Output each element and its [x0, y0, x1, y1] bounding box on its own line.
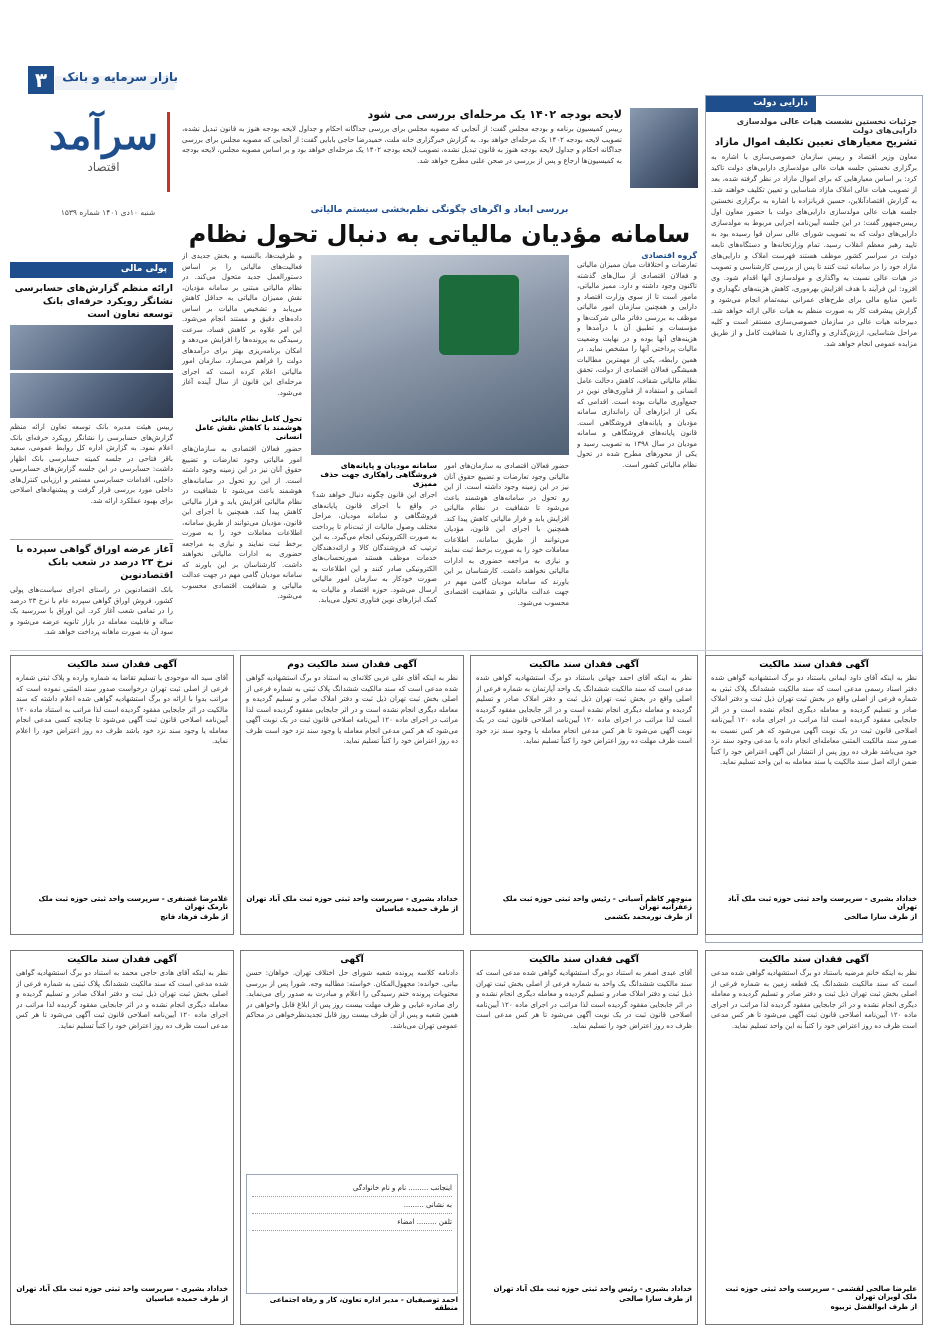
top-article	[182, 108, 622, 198]
main-col-4-text-b: حضور فعالان اقتصادی به سازمان‌های امور مالیاتی وجود تعارضات و تضییع حقوق آنان نیز در این زمینه وجود داشته است. از این رو تحول در سامانه‌های هوشمند باعث می‌شود تا شفافیت در نظام مالیاتی افزایش یابد و فرار مالیاتی کاهش پیدا کند. همچنین با اجرای این قانون، مؤدیان می‌توانند از طریق سامانه، اطلاعات معاملات خود را به صورت برخط ثبت نمایند و نیازی به مراجعه حضوری به ادارات مالیاتی نخواهند داشت. کارشناسان بر این باورند که سامانه مودیان گامی مهم در جهت عدالت مالیاتی و شفافیت اقتصادی محسوب می‌شود.	[182, 445, 302, 600]
logo-sub: اقتصاد	[87, 160, 120, 174]
ad-signature: علیرضا صالحی لقشمی - سرپرست واحد ثبتی حوزه ثبت ملک لویزان تهران	[725, 1285, 917, 1301]
main-col-2	[444, 461, 569, 637]
meeting-photo-1	[10, 325, 173, 370]
ad-body: نظر به اینکه آقای علی عربی کلاته‌ای به استناد دو برگ استشهادیه گواهی شده مدعی است که سند مالکیت ششدانگ پلاک ثبتی به شماره فرعی از اصلی بخش ثبت تهران ذیل ثبت و دفتر املاک صادر و تسلیم گردیده و معامله دیگری انجام نشده است و در اثر جابجایی مفقود گردیده است لذا مراتب در اجرای ماده ۱۲۰ آیین‌نامه اصلاحی قانون ثبت در یک نوبت آگهی می‌شود که هر کس مدعی انجام معامله یا وجود سند نزد خود است ظرف ده روز اعتراض خود را کتباً تسلیم نماید.	[246, 674, 458, 745]
main-kicker: بررسی ابعاد و اگرهای چگونگی نظم‌بخشی سیستم مالیاتی	[310, 205, 569, 215]
left-headline-2: آغاز عرضه اوراق گواهی سپرده با نرخ ۲۳ درصد در شعب بانک اقتصادنوین	[10, 539, 173, 582]
form-line-3: تلفن ......... امضاء	[252, 1214, 452, 1231]
ad-body: نظر به اینکه آقای احمد جهانی باستناد دو برگ استشهادیه گواهی شده مدعی است که سند مالکیت ششدانگ یک واحد آپارتمان به شماره فرعی از اصلی واقع در بخش ثبت تهران ذیل ثبت و دفتر املاک صادر و تسلیم گردیده و معامله دیگری انجام نشده است و در اثر جابجایی مفقود گردیده است لذا مراتب در اجرای ماده ۱۲۰ آیین‌نامه اصلاحی قانون ثبت در یک نوبت آگهی می‌شود تا هر کس مدعی انجام معامله یا وجود سند نزد خود است ظرف مهلت ده روز اعتراض خود را کتباً تسلیم نماید.	[476, 674, 692, 745]
official-portrait-photo	[630, 108, 698, 188]
ad-r1-4	[10, 655, 234, 935]
ad-title: آگهی	[340, 955, 364, 965]
ad-r2-4	[10, 950, 234, 1325]
logo	[40, 112, 170, 192]
right-headline: تشریح معیارهای تعیین تکلیف اموال مازاد	[714, 137, 917, 148]
page-number-badge: ۳	[28, 66, 54, 94]
form-line-1: اینجانب ......... نام و نام خانوادگی	[252, 1180, 452, 1197]
ad-signature: خداداد بشیری - سرپرست واحد ثبتی حوزه ثبت ملک آباد تهران	[727, 895, 917, 911]
meeting-photo-2	[10, 373, 173, 418]
main-col-4-text-a: و ظرفیت‌ها، بالنسبه و بخش جدیدی از فعالیت‌های مالیاتی را بر اساس دستورالعمل جدید متحول می‌کند. در نظام مالیاتی مبتنی بر سامانه مؤدیان، نقش ممیزان مالیاتی به حداقل کاهش می‌یابد و تشخیص مالیات بر اساس داده‌های دقیق و مستند انجام می‌شود. این امر علاوه بر کاهش فساد، سرعت رسیدگی به پرونده‌ها را افزایش می‌دهد و امکان برنامه‌ریزی بهتر برای درآمدهای دولت را فراهم می‌سازد. سازمان امور مالیاتی اعلام کرده است که اجرای مرحله‌ای این قانون از سال آینده آغاز می‌شود.	[182, 252, 302, 397]
main-headline: سامانه مؤدیان مالیاتی به دنبال تحول نظام	[188, 220, 691, 248]
ad-signature-2: از طرف فرهاد فانچ	[160, 913, 228, 921]
ad-title: آگهی فقدان سند مالکیت	[67, 955, 177, 965]
left-column	[10, 262, 173, 657]
ad-signature: خداداد بشیری - سرپرست واحد ثبتی حوزه ثبت ملک آباد تهران	[16, 1285, 228, 1293]
pos-terminal-photo	[311, 255, 569, 455]
top-article-headline: لایحه بودجه ۱۴۰۲ یک مرحله‌ای بررسی می‌ شود	[367, 108, 622, 121]
ad-body: نظر به اینکه آقای هادی حاجی محمد به استناد دو برگ استشهادیه گواهی شده مدعی است که سند مالکیت ششدانگ پلاک ثبتی به شماره فرعی از اصلی بخش ثبت تهران ذیل ثبت و دفتر املاک صادر و تسلیم گردیده و معامله دیگری انجام نشده و در اثر جابجایی مفقود گردیده لذا مراتب در اجرای ماده ۱۲۰ آیین‌نامه اصلاحی قانون ثبت آگهی می‌شود تا هر کس مدعی است ظرف ده روز اعتراض خود را کتباً تسلیم نماید.	[16, 969, 228, 1030]
ad-title: آگهی فقدان سند مالکیت	[529, 660, 639, 670]
masthead	[0, 0, 178, 260]
ad-r2-2	[470, 950, 698, 1325]
ad-r2-1	[705, 950, 923, 1325]
ad-title: آگهی فقدان سند مالکیت	[759, 660, 869, 670]
left-section-header: پولی مالی	[10, 262, 173, 278]
ads-divider	[10, 650, 923, 651]
ad-title: آگهی فقدان سند مالکیت دوم	[287, 660, 417, 670]
main-subhead-1: سامانه مودیان و پایانه‌های فروشگاهی راهکاری جهت حذف ممیزی	[320, 461, 437, 488]
ad-r1-2	[470, 655, 698, 935]
main-col-1	[577, 251, 697, 637]
ad-signature-2: از طرف نورمحمد بکشمی	[604, 913, 692, 921]
ad-title: آگهی فقدان سند مالکیت	[67, 660, 177, 670]
ad-body: نظر به اینکه خانم مرضیه باستناد دو برگ استشهادیه گواهی شده مدعی است که سند مالکیت ششدانگ یک قطعه زمین به شماره فرعی از اصلی بخش ثبت تهران ذیل ثبت و دفتر صادر و تسلیم گردیده و معامله دیگری انجام نشده و در اثر جابجایی مفقود گردیده لذا مراتب در اجرای ماده ۱۲۰ آیین‌نامه اصلاحی قانون ثبت آگهی می‌شود تا هر کس مدعی است ظرف ده روز اعتراض خود را کتباً به این واحد تسلیم نماید.	[711, 969, 917, 1030]
form-line-2: به نشانی .........	[252, 1197, 452, 1214]
ad-signature: خداداد بشیری - رئیس واحد ثبتی حوزه ثبت ملک آباد تهران	[493, 1285, 692, 1293]
tax-logo-emblem	[439, 275, 519, 355]
ad-signature: خداداد بشیری - سرپرست واحد ثبتی حوزه ثبت ملک آباد تهران	[246, 895, 458, 903]
ad-signature-2: از طرف حمیده عباسیان	[145, 1295, 228, 1303]
logo-text: سرآمد	[48, 112, 159, 159]
ad-signature-2: از طرف سارا صالحی	[619, 1295, 692, 1303]
form-box	[246, 1174, 458, 1294]
ad-r1-1	[705, 655, 923, 935]
main-byline: گروه اقتصادی	[641, 251, 697, 260]
main-article	[182, 205, 697, 645]
ad-r1-3	[240, 655, 464, 935]
ad-body: آقای عبدی اصغر به استناد دو برگ استشهادیه گواهی شده مدعی است که سند مالکیت ششدانگ یک واحد به شماره فرعی از اصلی بخش ثبت تهران ذیل ثبت و دفتر املاک صادر و تسلیم گردیده و معامله دیگری انجام نشده و در اثر جابجایی مفقود گردیده است لذا مراتب در اجرای ماده ۱۲۰ آیین‌نامه اصلاحی قانون ثبت در یک نوبت آگهی می‌شود تا هر کس مدعی است ظرف ده روز اعتراض خود را تسلیم نماید.	[476, 969, 692, 1030]
ad-title: آگهی فقدان سند مالکیت	[759, 955, 869, 965]
ad-body: نظر به اینکه آقای داود ایمانی باستناد دو برگ استشهادیه گواهی شده دفتر اسناد رسمی مدعی است که سند مالکیت ششدانگ پلاک ثبتی به شماره فرعی از اصلی واقع در بخش ثبت تهران ذیل ثبت و دفتر املاک صادر و تسلیم گردیده و معامله دیگری انجام نشده است و در اثر جابجایی مفقود گردیده است لذا مراتب در اجرای ماده ۱۲۰ آیین‌نامه اصلاحی قانون ثبت در یک نوبت آگهی می‌شود که هر کس نسبت به صدور سند مالکیت المثنی معامله‌ای انجام داده یا مدعی وجود سند نزد خود می‌باشد ظرف ده روز پس از انتشار این آگهی اعتراض خود را کتباً ضمن ارائه اصل سند مالکیت یا سند معامله به این واحد تسلیم نماید.	[711, 674, 917, 766]
section-label: بازار سرمایه و بانک	[62, 70, 178, 84]
top-section-bar	[55, 76, 175, 90]
left-headline-1: ارائه منظم گزارش‌های حسابرسی نشانگر رویکرد حرفه‌ای بانک توسعه تعاون است	[14, 283, 173, 320]
main-col-4	[182, 251, 302, 637]
right-section-header: دارایی دولت	[706, 96, 816, 112]
ad-signature-2: از طرف سارا صالحی	[844, 913, 917, 921]
right-kicker: جزئیات نخستین نشست هیات عالی مولدسازی دارایی‌های دولت	[736, 117, 917, 135]
ad-signature: احمد توصیفیان - مدیر اداره تعاون، کار و رفاه اجتماعی منطقه	[269, 1296, 458, 1312]
main-subhead-2: تحول کامل نظام مالیاتی هوشمند با کاهش نقش عامل انسانی	[195, 414, 302, 441]
ad-signature-2: از طرف ابوالفضل تربیوه	[830, 1303, 917, 1311]
ad-signature: غلامرضا غضنفری - سرپرست واحد ثبتی حوزه ثبت ملک نارمک تهران	[38, 895, 228, 911]
ad-body: دادنامه کلاسه پرونده شعبه شورای حل اختلاف تهران. خواهان: حسن بیاتی. خوانده: مجهول‌المکان. خواسته: مطالبه وجه. شورا پس از بررسی محتویات پرونده ختم رسیدگی را اعلام و مبادرت به صدور رای می‌نماید. رای صادره غیابی و ظرف مهلت بیست روز پس از ابلاغ قابل واخواهی در همین شعبه و پس از آن ظرف بیست روز قابل تجدیدنظرخواهی در محاکم عمومی تهران می‌باشد.	[246, 969, 458, 1030]
left-body-2: بانک اقتصادنوین در راستای اجرای سیاست‌های پولی کشور، فروش اوراق گواهی سپرده عام با نرخ ۲۳ درصد را در تمامی شعب آغاز کرد. این اوراق با سررسید یک ساله و قابلیت معامله در بازار ثانویه عرضه می‌شود و سود آن به صورت ماهانه پرداخت خواهد شد.	[10, 586, 173, 636]
right-body: معاون وزیر اقتصاد و رییس سازمان خصوصی‌سازی با اشاره به برگزاری نخستین جلسه هیات عالی مولدسازی دارایی‌های دولت تاکید کرد: بر اساس معیارهایی که برای اموال مازاد در نظر گرفته شده، بعد از تصویب هیات عالی املاک مازاد شناسایی و تعیین تکلیف خواهند شد. به گزارش اقتصادآنلاین، حسین قربانزاده با اشاره به برگزاری نخستین جلسه هیات عالی مولدسازی دارایی‌های دولت با حضور معاون اول رییس‌جمهور گفت: در این جلسه آیین‌نامه اجرایی مربوط به مولدسازی دارایی‌های دولت که به تصویب شورای عالی سران قوا رسیده بود به تایید رهبر معظم انقلاب رسید. تمام وزارتخانه‌ها و دستگاه‌های تابعه دولت در سراسر کشور موظف هستند فهرست املاک و دارایی‌های مازاد خود را در سامانه ثبت کنند تا پس از بررسی کارشناسی و تصویب در هیات عالی نسبت به واگذاری و مولدسازی آنها اقدام شود. وی افزود: این فرآیند با هدف افزایش بهره‌وری، کاهش هزینه‌های نگهداری و تامین منابع مالی برای طرح‌های عمرانی نیمه‌تمام انجام می‌شود و گزارش پیشرفت کار به صورت منظم به هیات عالی ارائه خواهد شد. دبیرخانه هیات عالی در سازمان خصوصی‌سازی مستقر است و کلیه مراحل شناسایی، ارزش‌گذاری و واگذاری با شفافیت کامل و از طریق مزایده عمومی انجام خواهد شد.	[711, 153, 917, 348]
main-col-3	[312, 461, 437, 637]
main-col-3-text: اجرای این قانون چگونه دنبال خواهد شد؟ در واقع با اجرای قانون پایانه‌های فروشگاهی و سامانه مودیان، مراحل مختلف وصول مالیات از ثبت‌نام تا پرداخت به صورت الکترونیکی انجام می‌گیرد. به این ترتیب که فروشندگان کالا و ارائه‌دهندگان خدمات موظف هستند صورتحساب‌های الکترونیکی صادر کنند و این اطلاعات به صورت خودکار به سازمان امور مالیاتی ارسال می‌شود. حوزه اقتصاد و مالیات به کمک ابزارهای نوین فناوری تحول می‌یابد.	[312, 491, 437, 604]
main-col-1-text: تعارضات و اختلافات میان ممیزان مالیاتی و فعالان اقتصادی از سال‌های گذشته تاکنون وجود داشته و دارد. ممیز مالیاتی، مامور است تا از سوی وزارت اقتصاد و دارایی و همچنین سازمان امور مالیاتی موظف به بررسی دفاتر مالی شرکت‌ها و مؤسسات و تطبیق آن با درآمدها و هزینه‌های آنها بوده و در نهایت وضعیت مالیات پرداختی آنها را مشخص نماید. در همین رابطه، یکی از مهمترین مطالبات همیشگی فعالان اقتصادی از دولت، تحقق نظام مالیاتی شفاف، کاهش دخالت عامل انسانی و استفاده از فناوری‌های نوین در جمع‌آوری مالیات بوده است. اقدامی که یکی از ابزارهای آن راه‌اندازی سامانه مؤدیان و پایانه‌های فروشگاهی است. قانون پایانه‌های فروشگاهی و سامانه مودیان در سال ۱۳۹۸ به تصویب رسید و یکی از محورهای مطرح شده در تحول نظام مالیاتی کشور است.	[577, 261, 697, 469]
left-body-1: رییس هیئت مدیره بانک توسعه تعاون ارائه منظم گزارش‌های حسابرسی را نشانگر رویکرد حرفه‌ای بانک اعلام نمود. به گزارش اداره کل روابط عمومی، سعید باقر فتاحی در جلسه کمیته حسابرسی بانک اظهار داشت: حسابرسی در این جلسه گزارش‌های حسابرسی داخلی، اقدامات حسابرسی مستمر و ارزیابی کنترل‌های داخلی مورد بررسی قرار گرفت و پیشنهادهای اصلاحی برای بهبود عملکرد ارائه شد.	[10, 423, 173, 505]
issue-info: شنبه ۱۰دی ۱۴۰۱ شماره ۱۵۳۹	[60, 208, 156, 217]
main-col-2-text: حضور فعالان اقتصادی به سازمان‌های امور مالیاتی وجود تعارضات و تضییع حقوق آنان نیز در این زمینه وجود داشته است. از این رو تحول در سامانه‌های هوشمند باعث می‌شود تا شفافیت در نظام مالیاتی افزایش یابد و فرار مالیاتی کاهش پیدا کند. همچنین با اجرای این قانون، مؤدیان می‌توانند از طریق سامانه، اطلاعات معاملات خود را به صورت برخط ثبت نمایند و نیازی به مراجعه حضوری به ادارات مالیاتی نخواهند داشت. کارشناسان بر این باورند که سامانه مودیان گامی مهم در جهت عدالت مالیاتی و شفافیت اقتصادی محسوب می‌شود.	[444, 462, 569, 607]
ad-r2-3	[240, 950, 464, 1325]
ad-body: آقای سید اله موحودی با تسلیم تقاضا به شماره وارده و پلاک ثبتی شماره فرعی از اصلی ثبت تهران درخواست صدور سند المثنی نموده است که مراتب بدوا با ارائه دو برگ استشهادیه گواهی شده اعلام داشته که سند مالکیت در اثر جابجایی مفقود گردیده است لذا مراتب به استناد ماده ۱۲۰ آیین‌نامه اصلاحی قانون ثبت آگهی می‌شود تا چنانچه کسی مدعی انجام معامله یا وجود سند نزد خود باشد ظرف ده روز اعتراض خود را اعلام نماید.	[16, 674, 228, 745]
ad-signature: منوچهر کاظم آسیانی - رئیس واحد ثبتی حوزه ثبت ملک زعفرانیه تهران	[502, 895, 692, 911]
ad-signature-2: از طرف حمیده عباسیان	[375, 905, 458, 913]
top-article-body: رییس کمیسیون برنامه و بودجه مجلس گفت: از آنجایی که مصوبه مجلس برای بررسی جداگانه احکام و جداول لایحه بودجه هنوز به قانون تبدیل نشده، تصویب لایحه بودجه ۱۴۰۲ یک مرحله‌ای خواهد بود. به گزارش خبرگزاری خانه ملت، حمیدرضا حاجی بابایی گفت: از آنجایی که مصوبه مجلس برای بررسی جداگانه احکام و جداول لایحه بودجه هنوز به قانون تبدیل نشده، تصویب لایحه بودجه ۱۴۰۲ یک مرحله‌ای خواهد بود و بر اساس مصوبه مجلس، لایحه بودجه به کمیسیون‌ها ارجاع و پس از بررسی در صحن علنی مطرح خواهد شد.	[182, 125, 622, 165]
ad-title: آگهی فقدان سند مالکیت	[529, 955, 639, 965]
